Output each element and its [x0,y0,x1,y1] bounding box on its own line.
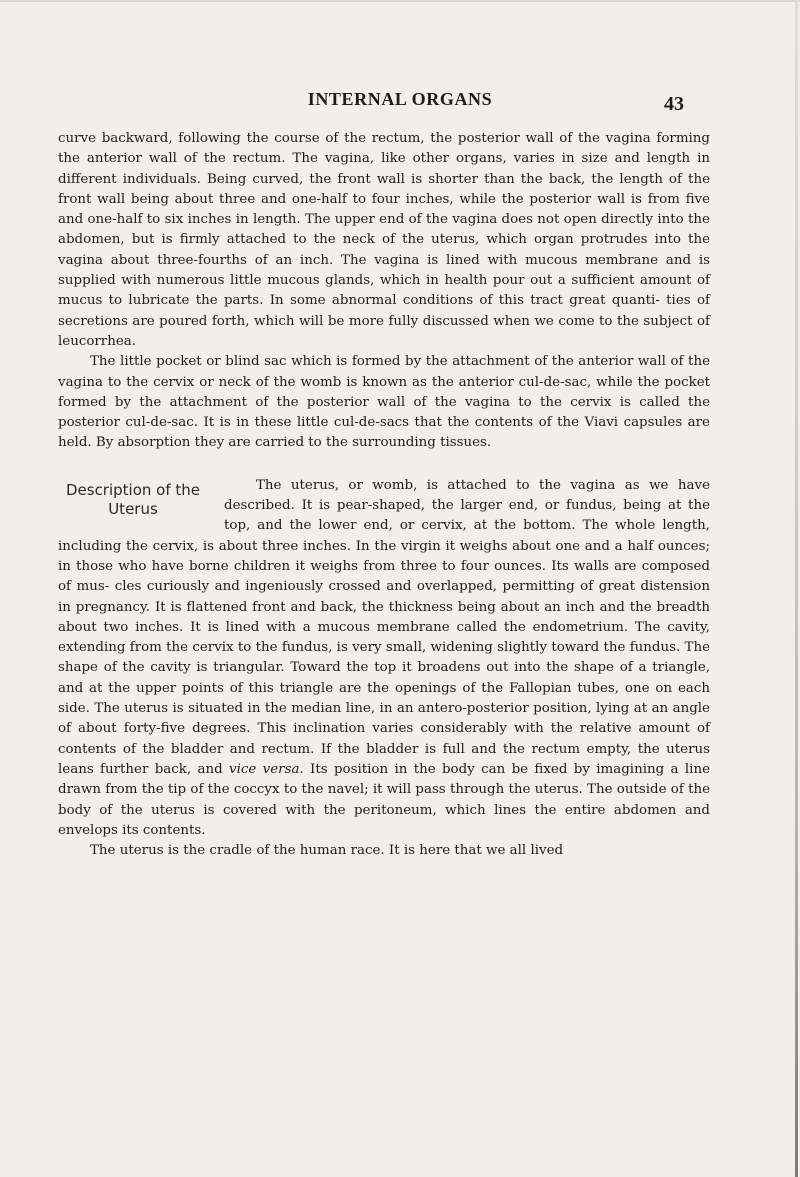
paragraph-uterus-description [58,476,710,841]
page-header [0,89,800,113]
page-top-edge [0,0,800,2]
uterus-text-part-2: Its position in the body can be fixed by imagining a line drawn from the tip of the coccyx to the navel; it will pass through the uterus. The outside of the body of the uterus is covered with the peritoneum, which lines the entire abdomen and envelops its contents. [58,761,710,838]
page-right-edge-shadow [795,0,798,1177]
section-uterus [58,476,710,841]
sidenote-line-1: Description of the [65,480,201,499]
running-head: INTERNAL ORGANS [307,89,493,109]
sidenote-description-of-uterus [58,481,208,519]
body-text [58,129,710,861]
paragraph-cradle: The uterus is the cradle of the human race. It is here that we all lived [90,843,564,859]
page-number: 43 [664,93,684,115]
uterus-text-italic: vice versa. [229,761,304,777]
sidenote-line-2: Uterus [108,499,158,518]
paragraph-cul-de-sac: The little pocket or blind sac which is formed by the attachment of the anterior wall of the vagina to the cervix or neck of the womb is known as the anterior cul-de-sac, while the pocket formed by the attachment of the posterior wall of the vagina to the cervix is called the posterior cul-de-sac. It is in these little cul-de-sacs that the contents of the Viavi capsules are held. By absorption they are carried to the surrounding tissues. [58,354,710,451]
uterus-text-part-1: The uterus, or womb, is attached to the vagina as we have described. It is pear-shaped, the larger end, or fundus, being at the top, and the lower end, or cervix, at the bottom. The whole length, including the cervix, is about three inches. In the virgin it weighs about one and a half ounces; in those who have borne children it weighs from three to four ounces. Its walls are composed of mus- cles curiously and ingeniously crossed and overlapped, permitting of great distension in pregnancy. It is flattened front and back, the thickness being about an inch and the breadth about two inches. It is lined with a mucous membrane called the endometrium. The cavity, extending from the cervix to the fundus, is very small, widening slightly toward the fundus. The shape of the cavity is triangular. Toward the top it broadens out into the shape of a triangle, and at the upper points of this triangle are the openings of the Fallopian tubes, one on each side. The uterus is situated in the median line, in an antero-posterior position, lying at an angle of about forty-five degrees. This inclination varies considerably with the relative amount of contents of the bladder and rectum. If the bladder is full and the rectum empty, the uterus leans further back, and [58,477,710,777]
paragraph-vagina-continued: curve backward, following the course of the rectum, the posterior wall of the vagina forming the anterior wall of the rectum. The vagina, like other organs, varies in size and length in different individuals. Being curved, the front wall is shorter than the back, the length of the front wall being about three and one-half to four inches, while the posterior wall is from five and one-half to six inches in length. The upper end of the vagina does not open directly into the abdomen, but is firmly attached to the neck of the uterus, which organ protrudes into the vagina about three-fourths of an inch. The vagina is lined with mucous membrane and is supplied with numerous little mucous glands, which in health pour out a sufficient amount of mucus to lubricate the parts. In some abnormal conditions of this tract great quanti- ties of secretions are poured forth, which will be more fully discussed when we come to the subject of leucorrhea. [58,131,710,349]
